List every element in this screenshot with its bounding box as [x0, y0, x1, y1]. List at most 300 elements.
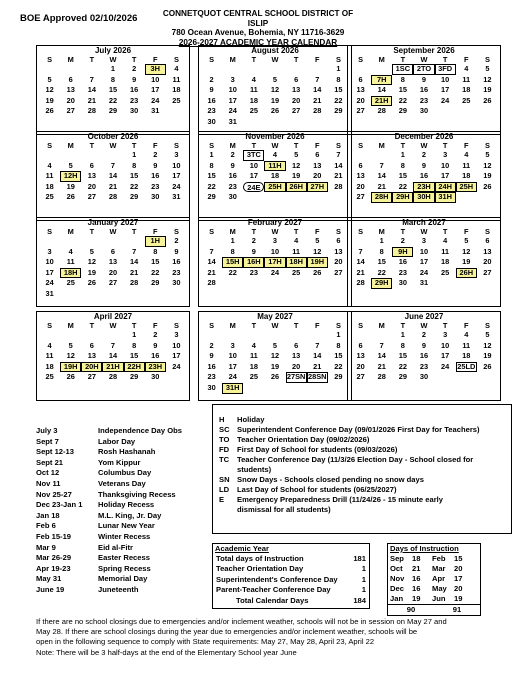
day-cell: 15: [377, 257, 386, 267]
day-cell: 27: [87, 372, 96, 382]
day-cell: 18: [441, 257, 450, 267]
instruction-days-count: 20: [454, 564, 463, 573]
legend-code: TC: [219, 455, 230, 464]
weekday-label: T: [89, 321, 95, 330]
day-cell: 11: [292, 246, 301, 256]
weekday-label: T: [400, 321, 406, 330]
day-cell: 22: [398, 181, 407, 191]
day-cell: 21H: [371, 96, 392, 107]
day-cell: 14: [313, 351, 322, 361]
day-cell: 11: [462, 160, 471, 170]
day-cell: 26: [483, 95, 492, 105]
day-cell: 14: [377, 85, 386, 95]
day-cell: 11: [45, 351, 54, 361]
day-cell: 20: [313, 171, 322, 181]
weekday-label: W: [271, 55, 279, 64]
day-cell: 13: [108, 257, 118, 267]
empty-day-cell: [166, 372, 187, 383]
legend-row: [219, 425, 505, 435]
weekday-label: M: [67, 227, 74, 236]
day-cell: 27: [356, 106, 365, 116]
legend-text: Last Day of School for students (06/25/2027): [237, 485, 397, 494]
day-cell: 1: [400, 150, 405, 159]
legend-text: Teacher Orientation Day (09/02/2026): [237, 435, 370, 444]
day-cell: 15: [334, 85, 343, 95]
day-cell: 10: [249, 160, 258, 170]
day-cell: 24: [151, 95, 160, 105]
day-cell: 1: [132, 330, 137, 339]
day-cell: 24: [172, 361, 181, 371]
empty-day-cell: [60, 289, 81, 300]
day-cell: 16: [398, 257, 407, 267]
day-cell: 20: [87, 181, 96, 191]
day-cell: 22: [130, 181, 139, 191]
day-cell: 5: [68, 160, 73, 170]
day-cell: 7: [379, 160, 384, 170]
day-cell: 8: [132, 160, 137, 170]
instruction-month: Sep: [390, 554, 404, 563]
holiday-date: Jan 18: [36, 510, 60, 520]
day-cell: 22: [398, 361, 407, 371]
weekday-label: F: [153, 55, 158, 64]
legend-text: dismissal for all students): [237, 505, 331, 514]
day-cell: 7: [315, 340, 320, 350]
legend-code: SC: [219, 425, 230, 434]
day-cell: 12: [483, 74, 492, 84]
legend-text: Emergency Preparedness Drill (11/24/26 - 15 minute early: [237, 495, 443, 504]
day-cell: 26: [270, 106, 280, 116]
day-cell: 20: [356, 181, 365, 191]
empty-day-cell: [328, 383, 349, 394]
empty-day-cell: [145, 289, 166, 300]
day-cell: 21: [87, 95, 96, 105]
day-cell: 29: [130, 192, 139, 202]
holiday-row: [36, 543, 218, 554]
day-cell: 15: [108, 85, 118, 95]
day-cell: 1: [110, 64, 116, 73]
holiday-date: Sept 7: [36, 436, 59, 446]
day-cell: 10: [172, 160, 181, 170]
weekday-label: W: [271, 141, 279, 150]
day-cell: 3: [47, 246, 52, 256]
holiday-row: [36, 574, 218, 585]
legend-row: [219, 475, 505, 485]
weekday-label: F: [464, 227, 469, 236]
empty-day-cell: [307, 117, 328, 128]
day-cell: 27: [356, 192, 365, 202]
day-cell: 7: [132, 246, 137, 256]
day-cell: 28: [377, 106, 386, 116]
day-cell: 14: [377, 351, 386, 361]
day-cell: 4: [251, 340, 256, 350]
day-cell: 5: [485, 150, 490, 159]
academic-year-row: [213, 564, 369, 574]
holiday-row: [36, 532, 218, 543]
weekday-label: S: [209, 141, 215, 150]
day-cell: 22: [377, 267, 386, 277]
weekday-label: T: [251, 141, 257, 150]
month-october-2026: [36, 131, 190, 221]
weekday-label: T: [131, 227, 137, 236]
weekday-label: M: [229, 141, 236, 150]
weekday-label: S: [47, 321, 53, 330]
empty-day-cell: [243, 64, 264, 75]
holiday-row: [36, 490, 218, 501]
day-cell: 2: [209, 340, 214, 350]
weekday-label: S: [173, 227, 179, 236]
weekday-label: F: [153, 141, 158, 150]
day-cell: 27: [292, 106, 301, 116]
day-cell: 18: [45, 361, 54, 371]
empty-day-cell: [350, 236, 371, 247]
day-cell: 5: [485, 330, 490, 339]
empty-day-cell: [243, 117, 264, 128]
day-cell: 8: [336, 340, 341, 350]
day-cell: 29: [334, 106, 343, 116]
day-cell: 22: [207, 181, 216, 191]
weekday-label: S: [484, 227, 490, 236]
day-cell: 21H: [102, 362, 123, 373]
empty-day-cell: [81, 330, 102, 341]
day-cell: 26H: [286, 182, 307, 193]
instruction-month: Feb: [432, 554, 446, 563]
empty-day-cell: [456, 278, 477, 289]
day-cell: 25LD: [457, 361, 476, 371]
day-cell: 28: [108, 192, 118, 202]
holiday-name: Labor Day: [98, 436, 136, 446]
weekday-label: T: [89, 227, 95, 236]
day-cell: 11: [249, 85, 258, 95]
empty-day-cell: [477, 192, 498, 203]
empty-day-cell: [81, 289, 102, 300]
day-cell: 18: [249, 361, 258, 371]
legend-code: TO: [219, 435, 230, 444]
day-cell: 5: [89, 246, 94, 256]
day-cell: 4: [272, 150, 278, 159]
holiday-date: Nov 11: [36, 478, 61, 488]
day-cell: 25H: [264, 182, 285, 193]
empty-day-cell: [350, 150, 371, 161]
day-cell: 11: [172, 74, 181, 84]
day-cell: 30: [151, 372, 160, 382]
instruction-days-row: [388, 564, 480, 574]
day-cell: 7H: [371, 75, 392, 86]
day-cell: 16: [151, 171, 160, 181]
day-cell: 6: [358, 340, 363, 350]
day-cell: 24: [441, 361, 450, 371]
day-cell: 18: [462, 171, 471, 181]
holiday-row: [36, 458, 218, 469]
day-cell: 28: [108, 372, 118, 382]
weekday-label: M: [378, 321, 385, 330]
day-cell: 12: [483, 160, 492, 170]
day-cell: 28: [207, 278, 216, 288]
day-cell: 2: [174, 236, 179, 245]
day-cell: 13: [356, 351, 365, 361]
day-cell: 3FD: [435, 64, 456, 75]
holiday-name: Thanksgiving Recess: [98, 489, 176, 499]
day-cell: 11: [249, 351, 258, 361]
day-cell: 23: [130, 95, 139, 105]
empty-day-cell: [264, 383, 285, 394]
day-cell: 6: [315, 150, 320, 159]
holiday-row: [36, 437, 218, 448]
day-cell: 5: [68, 340, 73, 350]
weekday-label: F: [315, 55, 320, 64]
day-cell: 10: [151, 74, 160, 84]
calendar-title: 2026-2027 ACADEMIC YEAR CALENDAR: [178, 37, 338, 47]
day-cell: 10: [45, 257, 54, 267]
day-cell: 19: [483, 351, 492, 361]
empty-day-cell: [60, 236, 81, 247]
weekday-label: M: [67, 55, 74, 64]
weekday-label: T: [442, 141, 448, 150]
day-cell: 22: [398, 95, 407, 105]
weekday-label: F: [153, 321, 158, 330]
day-cell: 30: [130, 106, 139, 116]
empty-day-cell: [60, 150, 81, 161]
day-cell: 20: [66, 95, 75, 105]
day-cell: 9: [209, 85, 214, 95]
weekday-label: S: [209, 321, 215, 330]
weekday-label: T: [400, 55, 406, 64]
day-cell: 12H: [60, 171, 81, 182]
day-cell: 22H: [124, 362, 145, 373]
day-cell: 25: [292, 267, 301, 277]
holiday-name: Veterans Day: [98, 478, 146, 488]
day-cell: 28: [130, 278, 139, 288]
day-cell: 4: [251, 74, 256, 84]
day-cell: 29: [108, 106, 118, 116]
empty-day-cell: [201, 64, 222, 75]
month-august-2026: [198, 45, 352, 135]
day-cell: 2: [132, 64, 137, 73]
holiday-row: [36, 468, 218, 479]
day-cell: 15: [398, 171, 407, 181]
day-cell: 31: [151, 106, 160, 116]
instruction-days-total: 91: [452, 605, 462, 614]
month-title: December 2026: [394, 132, 454, 141]
holiday-name: Easter Recess: [98, 553, 150, 563]
empty-day-cell: [286, 192, 307, 203]
legend-row: [219, 465, 505, 475]
day-cell: 5: [294, 150, 299, 159]
academic-year-value: 1: [361, 564, 366, 574]
empty-day-cell: [222, 278, 243, 289]
day-cell: 20: [108, 267, 118, 277]
day-cell: 19: [270, 95, 280, 105]
weekday-label: S: [47, 55, 53, 64]
day-cell: 18: [249, 95, 258, 105]
holiday-row: [36, 585, 218, 596]
academic-year-row: [213, 585, 369, 595]
weekday-label: S: [47, 227, 53, 236]
weekday-label: M: [67, 321, 74, 330]
day-cell: 5: [485, 64, 490, 73]
empty-day-cell: [350, 64, 371, 75]
empty-day-cell: [166, 106, 187, 117]
day-cell: 11: [45, 171, 54, 181]
day-cell: 22: [334, 361, 343, 371]
holiday-date: Dec 23-Jan 1: [36, 500, 83, 510]
day-cell: 27: [483, 267, 492, 277]
day-cell: 14: [87, 85, 96, 95]
weekday-label: S: [173, 55, 179, 64]
day-cell: 14: [334, 160, 343, 170]
legend-row: [219, 495, 505, 505]
legend-code: E: [219, 495, 225, 504]
day-cell: 6: [336, 236, 341, 245]
weekday-label: M: [378, 141, 385, 150]
day-cell: 3: [421, 236, 427, 245]
holiday-date: June 19: [36, 584, 65, 594]
day-cell: 16H: [243, 257, 264, 268]
academic-year-label: Parent-Teacher Conference Day: [216, 585, 331, 595]
day-cell: 13: [313, 160, 322, 170]
day-cell: 1: [132, 150, 137, 159]
weekday-label: F: [315, 141, 320, 150]
legend-text: Snow Days - Schools closed pending no snow days: [237, 475, 424, 484]
day-cell: 24E: [243, 182, 264, 193]
empty-day-cell: [456, 106, 477, 117]
weekday-label: M: [229, 321, 236, 330]
empty-day-cell: [286, 64, 307, 75]
holiday-name: M.L. King, Jr. Day: [98, 510, 162, 520]
holiday-row: [36, 521, 218, 532]
legend-code: FD: [219, 445, 230, 454]
day-cell: 23: [207, 106, 216, 116]
holiday-row: [36, 479, 218, 490]
day-cell: 13: [87, 171, 96, 181]
academic-year-value: 184: [353, 595, 366, 605]
instruction-days-count: 17: [454, 574, 463, 583]
day-cell: 31: [172, 192, 181, 202]
weekday-label: S: [484, 141, 490, 150]
empty-day-cell: [201, 330, 222, 341]
weekday-label: W: [109, 55, 117, 64]
day-cell: 7: [89, 74, 94, 84]
month-january-2027: [36, 217, 190, 307]
day-cell: 8: [336, 74, 341, 84]
day-cell: 10: [228, 351, 237, 361]
empty-day-cell: [350, 330, 371, 341]
day-cell: 6: [89, 340, 94, 350]
day-cell: 28: [313, 106, 322, 116]
day-cell: 21: [377, 181, 386, 191]
legend-code: H: [219, 415, 225, 424]
holiday-row: [36, 511, 218, 522]
legend-row: [219, 485, 505, 495]
legend-text: Holiday: [237, 415, 265, 424]
empty-day-cell: [307, 278, 328, 289]
instruction-month: Oct: [390, 564, 403, 573]
day-cell: 28: [87, 106, 96, 116]
holiday-row: [36, 553, 218, 564]
empty-day-cell: [371, 330, 392, 341]
day-cell: 2: [209, 74, 214, 84]
day-cell: 23H: [413, 182, 434, 193]
day-cell: 20: [356, 361, 365, 371]
weekday-label: T: [89, 141, 95, 150]
day-cell: 22: [228, 267, 237, 277]
day-cell: 15: [398, 351, 407, 361]
instruction-days-row: [388, 574, 480, 584]
empty-day-cell: [60, 330, 81, 341]
holiday-date: Sept 21: [36, 457, 64, 467]
day-cell: 29: [334, 372, 343, 382]
legend-row: [219, 415, 505, 425]
academic-year-box: [212, 543, 370, 609]
day-cell: 20: [292, 95, 301, 105]
academic-year-row: [213, 575, 369, 585]
academic-year-value: 181: [353, 554, 366, 563]
empty-day-cell: [166, 289, 187, 300]
day-cell: 11: [462, 340, 471, 350]
day-cell: 21: [313, 361, 322, 371]
academic-year-row: [213, 554, 369, 564]
instruction-days-totals: [388, 604, 480, 615]
weekday-label: M: [229, 55, 236, 64]
empty-day-cell: [328, 117, 349, 128]
day-cell: 23: [151, 181, 160, 191]
day-cell: 16: [207, 361, 216, 371]
day-cell: 14: [207, 257, 216, 267]
day-cell: 27SN: [286, 372, 306, 382]
day-cell: 15: [151, 257, 160, 267]
day-cell: 8: [153, 246, 158, 256]
holiday-name: Yom Kippur: [98, 457, 141, 467]
instruction-days-count: 20: [454, 584, 463, 593]
weekday-label: S: [358, 141, 364, 150]
empty-day-cell: [243, 278, 264, 289]
day-cell: 8: [209, 160, 214, 170]
day-cell: 23: [207, 372, 216, 382]
boe-approved-date: BOE Approved 02/10/2026: [20, 13, 138, 24]
days-of-instruction-box: [387, 543, 481, 616]
day-cell: 10: [441, 340, 450, 350]
day-cell: 30: [172, 278, 181, 288]
day-cell: 23H: [145, 362, 166, 373]
instruction-month: Dec: [390, 584, 404, 593]
month-title: March 2027: [402, 218, 446, 227]
day-cell: 5: [315, 236, 320, 245]
day-cell: 19: [87, 267, 96, 277]
day-cell: 8: [230, 246, 235, 256]
holiday-date: Mar 26-29: [36, 553, 72, 563]
day-cell: 26: [45, 106, 54, 116]
instruction-days-count: 21: [412, 564, 421, 573]
day-cell: 1: [379, 236, 384, 245]
day-cell: 25: [441, 267, 450, 277]
legend-row: [219, 455, 505, 465]
month-title: May 2027: [257, 312, 293, 321]
holiday-date: Feb 6: [36, 521, 56, 531]
day-cell: 19: [462, 257, 471, 267]
day-cell: 31H: [222, 383, 243, 394]
day-cell: 5: [272, 74, 278, 84]
day-cell: 17: [172, 171, 181, 181]
day-cell: 20: [356, 95, 365, 105]
day-cell: 21: [313, 95, 322, 105]
day-cell: 20: [292, 361, 301, 371]
day-cell: 24: [270, 267, 280, 277]
day-cell: 26: [313, 267, 322, 277]
weekday-label: S: [209, 55, 215, 64]
day-cell: 8: [379, 246, 384, 256]
holiday-date: Oct 12: [36, 468, 60, 478]
empty-day-cell: [264, 64, 285, 75]
academic-year-value: 1: [361, 574, 366, 584]
